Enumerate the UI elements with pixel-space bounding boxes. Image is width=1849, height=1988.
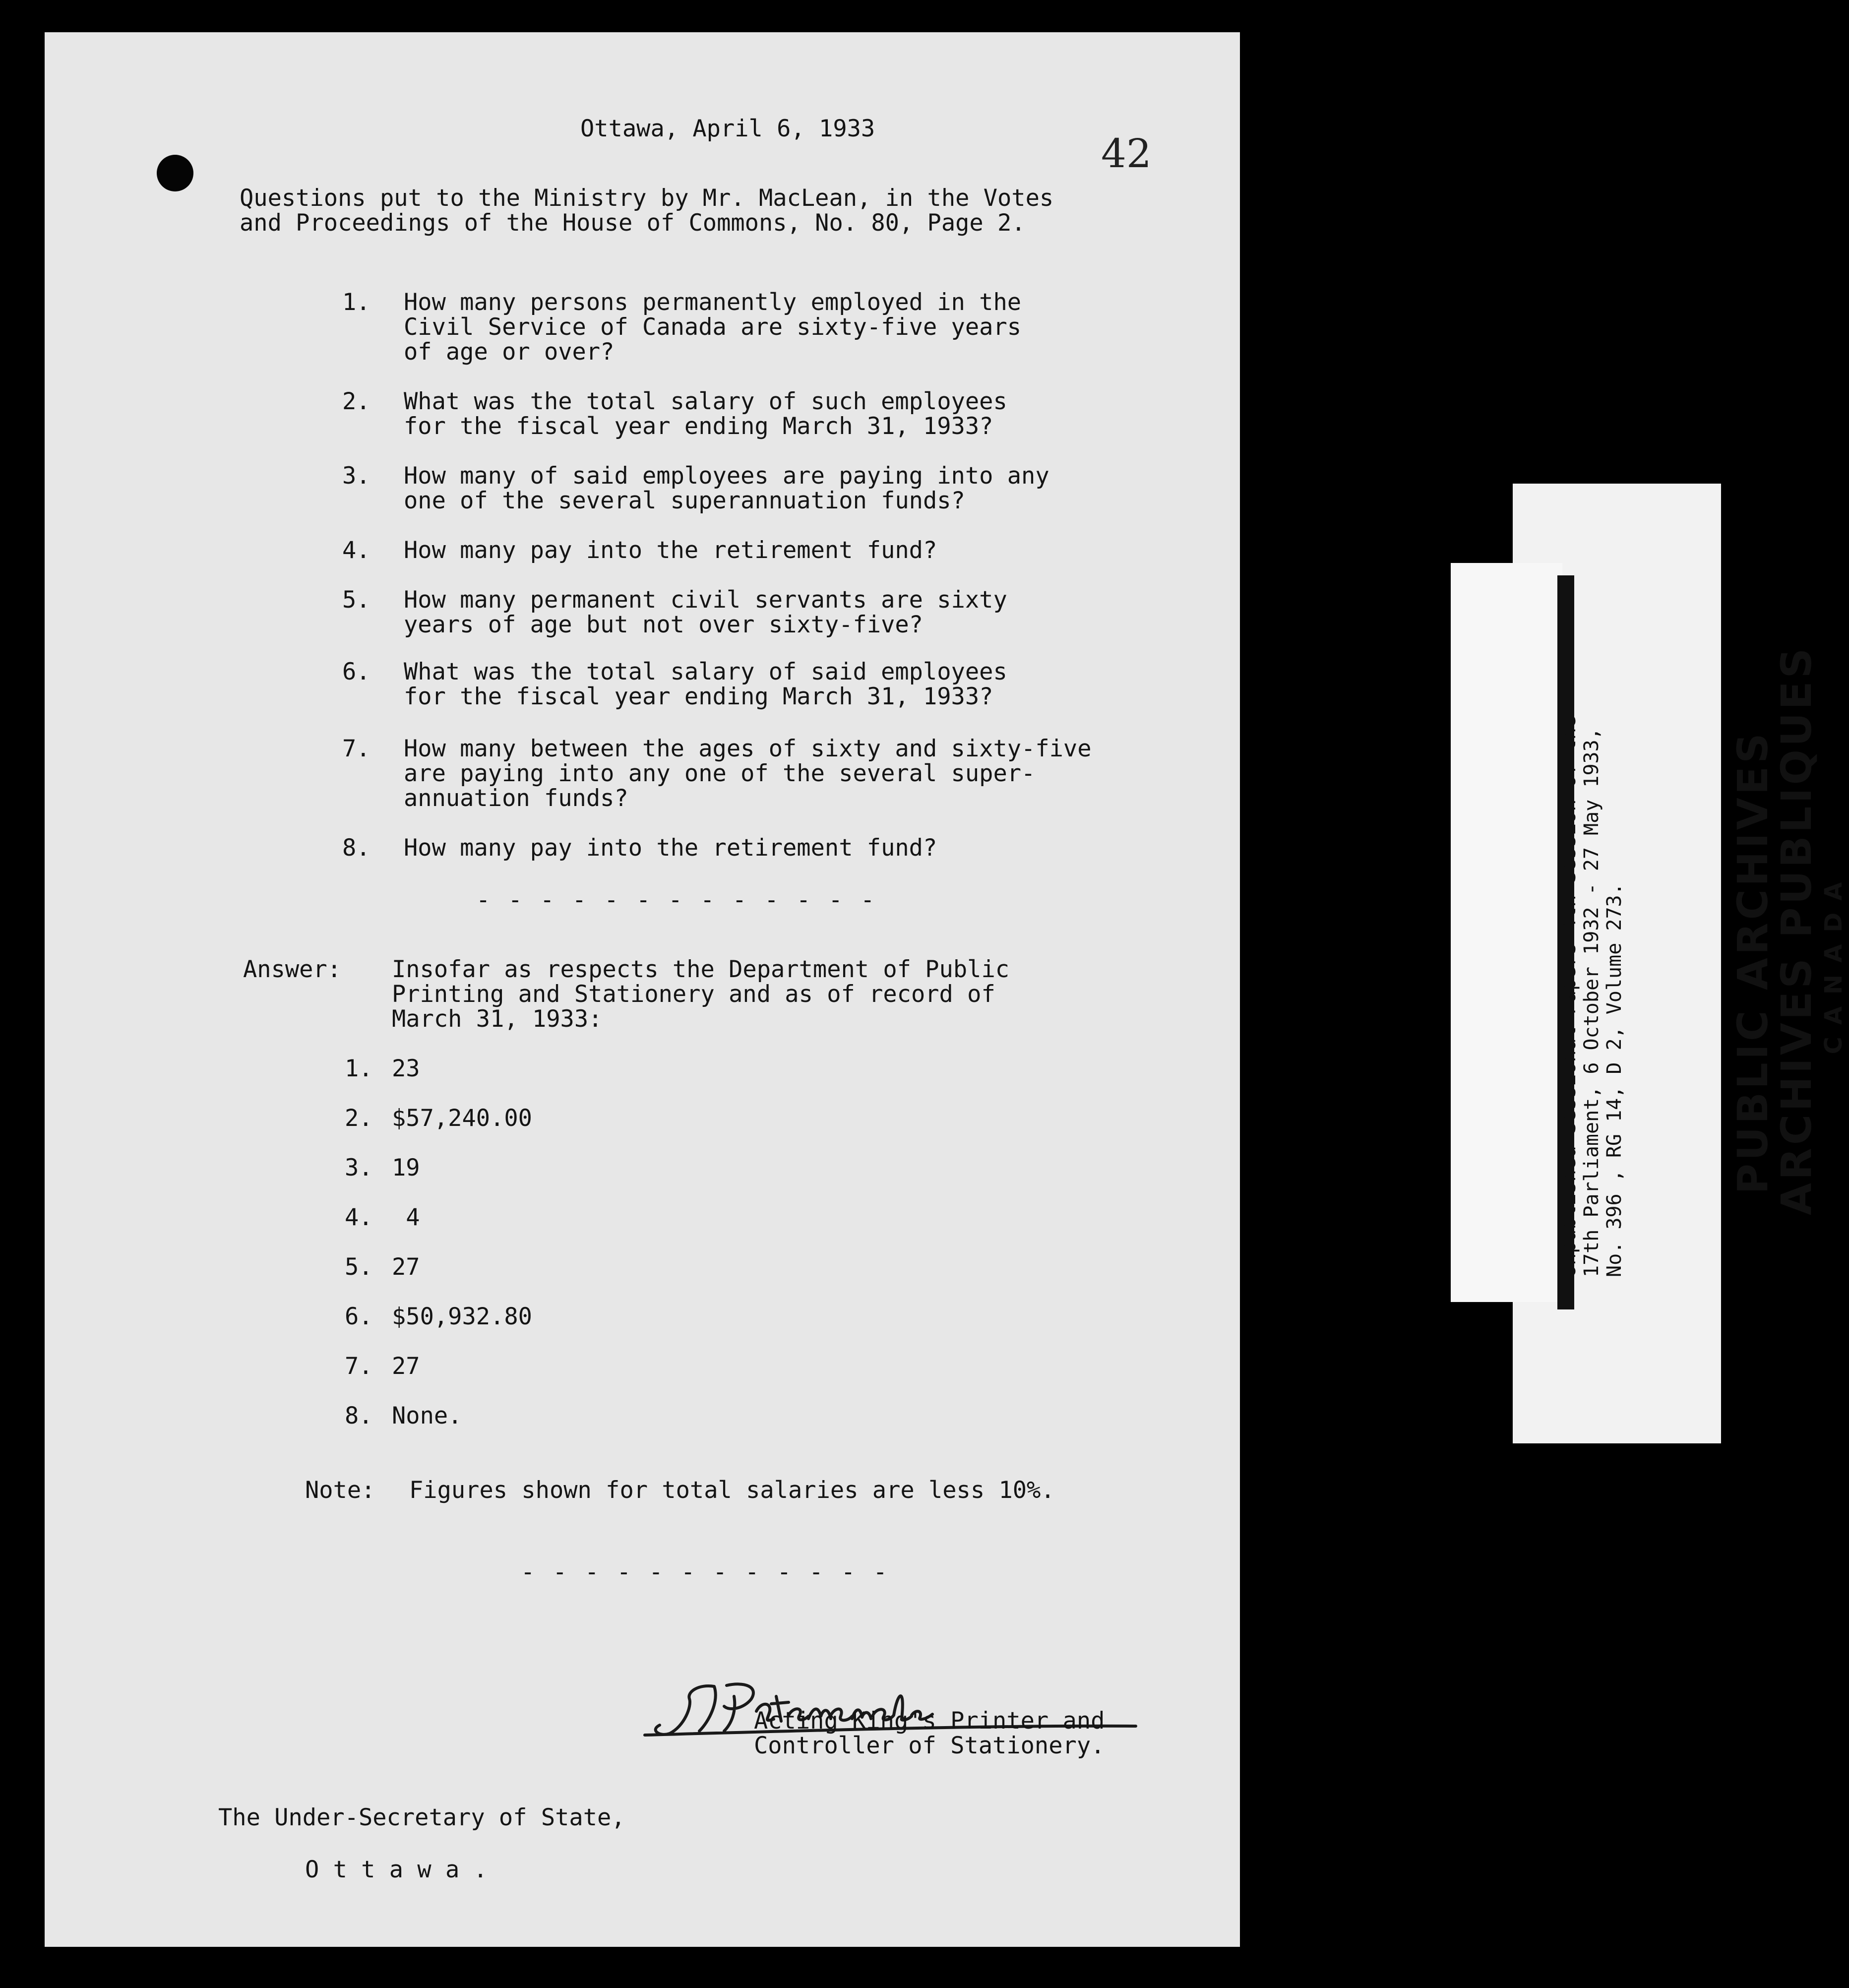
- question-number: 8.: [342, 834, 370, 862]
- question-line: What was the total salary of said employees: [404, 658, 1007, 685]
- intro-line: and Proceedings of the House of Commons, No. 80, Page 2.: [240, 209, 1026, 237]
- question-line: How many pay into the retirement fund?: [404, 834, 937, 862]
- document-page: [45, 32, 1240, 1947]
- citation-line: No. 396 , RG 14, D 2, Volume 273.: [1603, 883, 1626, 1277]
- answer-number: 4.: [345, 1204, 373, 1231]
- addressee: The Under-Secretary of State,: [218, 1804, 625, 1831]
- question-line: are paying into any one of the several super-: [404, 760, 1036, 787]
- answer-intro-line: Printing and Stationery and as of record of: [392, 981, 995, 1008]
- citation-line: Unpublished Sessional Papers 4th Session of the: [1557, 716, 1580, 1277]
- answer-label: Answer:: [243, 956, 342, 983]
- archives-line-french: ARCHIVES PUBLIQUES: [1772, 645, 1821, 1215]
- archives-citation: [1557, 687, 1626, 1277]
- note-text: Figures shown for total salaries are less 10%.: [409, 1477, 1055, 1504]
- question-line: How many pay into the retirement fund?: [404, 537, 937, 564]
- answer-intro-line: March 31, 1933:: [392, 1005, 603, 1033]
- question-line: one of the several superannuation funds?: [404, 487, 965, 514]
- question-line: How many of said employees are paying into any: [404, 462, 1049, 490]
- answer-number: 2.: [345, 1105, 373, 1132]
- dateline: Ottawa, April 6, 1933: [580, 115, 875, 142]
- answer-value: 27: [392, 1253, 420, 1281]
- citation-line: 17th Parliament, 6 October 1932 - 27 May 1933,: [1580, 728, 1603, 1277]
- answer-intro: [392, 957, 1009, 1032]
- question-number: 5.: [342, 586, 370, 614]
- question-number: 7.: [342, 735, 370, 762]
- answer-value: 19: [392, 1154, 420, 1181]
- question-line: How many between the ages of sixty and sixty-five: [404, 735, 1092, 762]
- answer-value: $50,932.80: [392, 1303, 532, 1330]
- question-line: for the fiscal year ending March 31, 1933?: [404, 413, 993, 440]
- question-line: of age or over?: [404, 338, 615, 366]
- question-number: 6.: [342, 658, 370, 685]
- archives-line-english: PUBLIC ARCHIVES: [1728, 730, 1777, 1194]
- question-line: How many permanent civil servants are sixty: [404, 586, 1007, 614]
- answer-number: 7.: [345, 1353, 373, 1380]
- question-number: 2.: [342, 388, 370, 415]
- question-number: 4.: [342, 537, 370, 564]
- intro-line: Questions put to the Ministry by Mr. MacLean, in the Votes: [240, 185, 1054, 212]
- signer-title: [754, 1709, 1105, 1758]
- binder-hole: [157, 155, 193, 191]
- question-number: 1.: [342, 289, 370, 316]
- archives-line-country: CANADA: [1820, 870, 1848, 1055]
- page-number: 42: [1101, 130, 1152, 177]
- answer-value: 27: [392, 1353, 420, 1380]
- answer-value: None.: [392, 1402, 462, 1429]
- answer-number: 1.: [345, 1055, 373, 1082]
- answer-number: 3.: [345, 1154, 373, 1181]
- intro-paragraph: [240, 186, 1053, 236]
- question-line: How many persons permanently employed in the: [404, 289, 1022, 316]
- note-label: Note:: [305, 1477, 375, 1504]
- answer-number: 5.: [345, 1253, 373, 1281]
- question-line: What was the total salary of such employees: [404, 388, 1007, 415]
- answer-number: 8.: [345, 1402, 373, 1429]
- answer-intro-line: Insofar as respects the Department of Public: [392, 956, 1010, 983]
- signer-title-line: Acting King's Printer and: [754, 1707, 1105, 1735]
- answer-value: 4: [392, 1204, 420, 1231]
- question-line: Civil Service of Canada are sixty-five years: [404, 313, 1022, 341]
- archives-stamp: [1728, 645, 1849, 1215]
- citation-slip: [1451, 563, 1562, 1302]
- answer-number: 6.: [345, 1303, 373, 1330]
- question-line: annuation funds?: [404, 785, 628, 812]
- question-line: for the fiscal year ending March 31, 1933?: [404, 683, 993, 710]
- answer-value: $57,240.00: [392, 1105, 532, 1132]
- questions-list: [342, 290, 1235, 900]
- separator: - - - - - - - - - - - -: [521, 1558, 889, 1586]
- addressee-city: O t t a w a .: [305, 1856, 488, 1883]
- signer-title-line: Controller of Stationery.: [754, 1732, 1105, 1759]
- answers-list: [345, 1056, 741, 1453]
- answer-value: 23: [392, 1055, 420, 1082]
- question-line: years of age but not over sixty-five?: [404, 611, 923, 638]
- separator: - - - - - - - - - - - - -: [476, 886, 877, 914]
- question-number: 3.: [342, 462, 370, 490]
